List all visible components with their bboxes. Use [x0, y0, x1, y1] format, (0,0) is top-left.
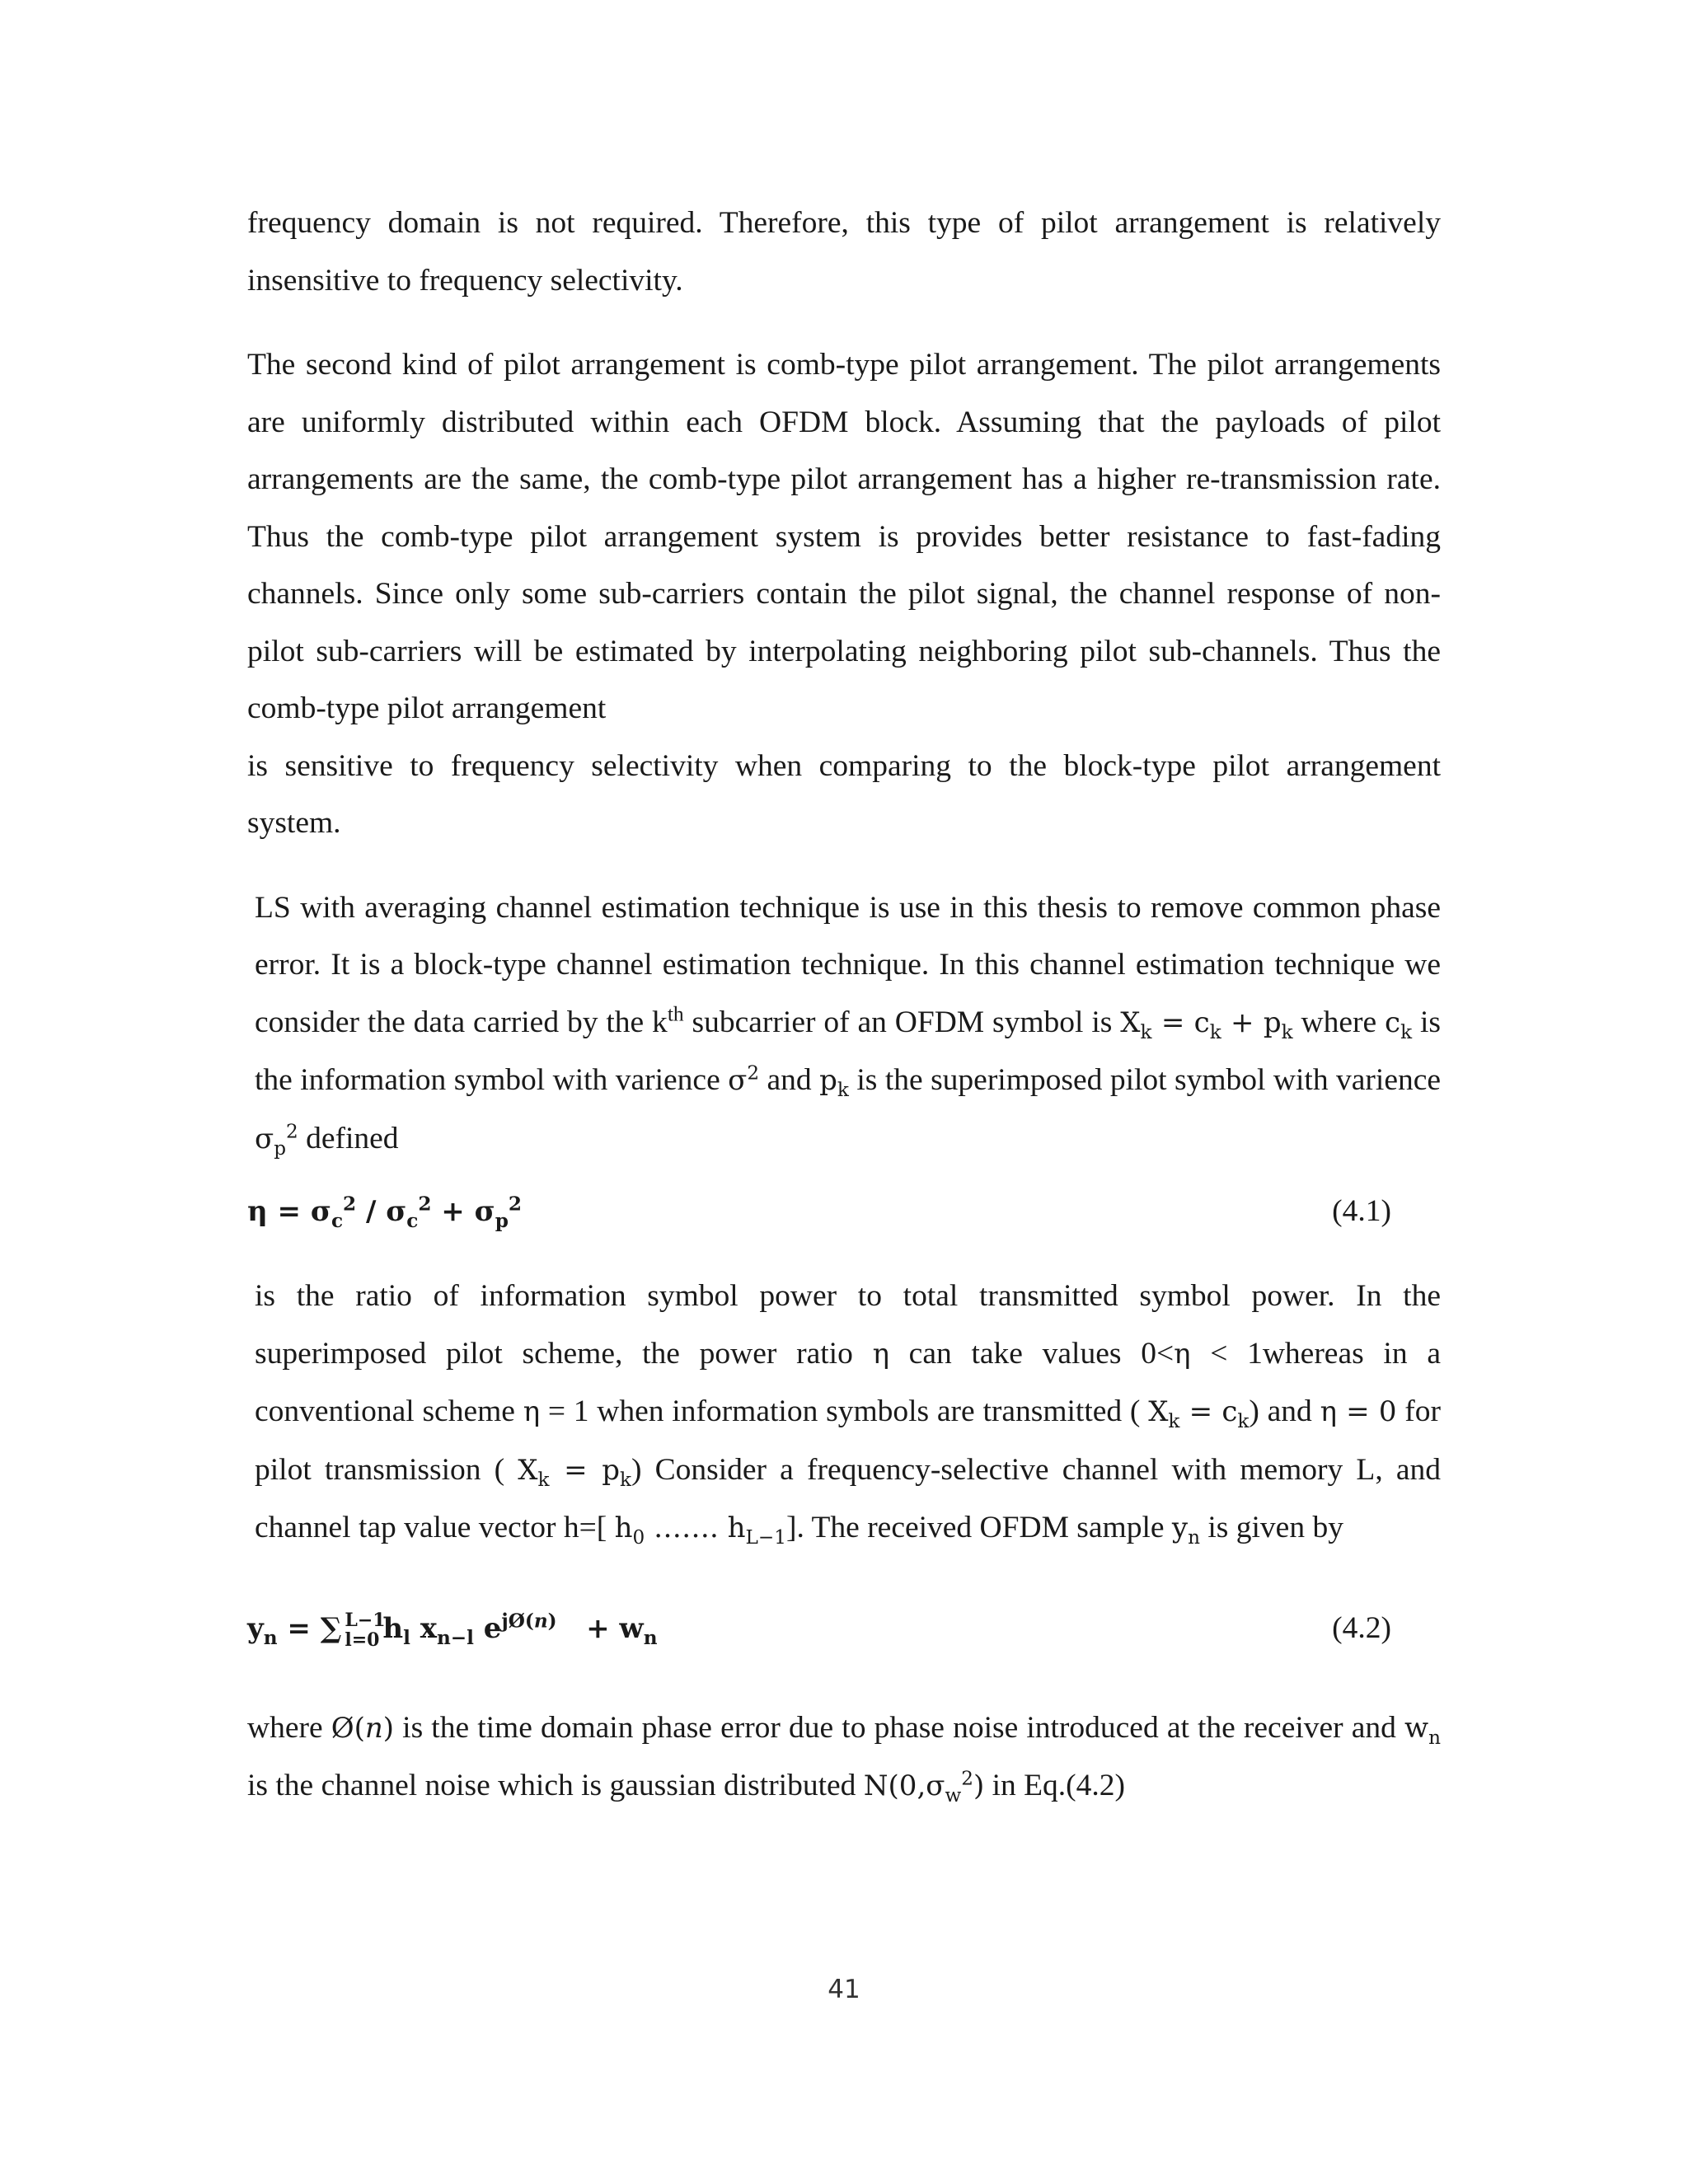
paragraph-4: is the ratio of information symbol power to total transmitted symbol power. In the superimposed pilot scheme, the power ratio η can take values 0<η < 1whereas in a conventional scheme η = 1 when information symbols are transmitted ( $X_k = c_k$) and η = 0 for pilot transmission ( $X_k = p_k$) Consider a frequency-selective channel with memory L, and channel tap value vector h=[ $h_0$ ……. $h_{L-1}$]. The received OFDM sample $y_n$ is given by [255, 1279, 1441, 1549]
paragraph-1: frequency domain is not required. Therefore, this type of pilot arrangement is relatively insensitive to frequency selectivity. [247, 206, 1441, 298]
equation-4-2-expression: $y_n$ = ∑ L−1 l=0 $h_l$ $x_{n-l}$ $e^{jØ(n)} + w_n$ [247, 1609, 658, 1651]
page-body [247, 194, 1441, 1816]
paragraph-3: LS with averaging channel estimation technique is use in this thesis to remove common phase error. It is a block-type channel estimation technique. In this channel estimation technique we consider the data carried by the $k^{th}$ subcarrier of an OFDM symbol is $X_k = c_k + p_k$ where $c_k$ is the information symbol with varience $\sigma^2$ and $p_k$ is the superimposed pilot symbol with varience $\sigma_p^2$ defined [255, 890, 1441, 1160]
equation-4-2-number: (4.2) [1332, 1610, 1391, 1645]
equation-4-1-expression: $\eta = \sigma_c^2 / \sigma_c^2 + \sigma_p^2$ [247, 1193, 522, 1232]
paragraph-5: where Ø(n) is the time domain phase error due to phase noise introduced at the receiver and $w_n$ is the channel noise which is gaussian distributed $N(0,\sigma_w^2)$ in Eq.(4.2) [247, 1710, 1442, 1807]
equation-4-2 [247, 1600, 1441, 1657]
paragraph-2: The second kind of pilot arrangement is comb-type pilot arrangement. The pilot arrangements are uniformly distributed within each OFDM block. Assuming that the payloads of pilot arrangements are the same, the comb-type pilot arrangement has a higher re-transmission rate. Thus the comb-type pilot arrangement system is provides better resistance to fast-fading channels. Since only some sub-carriers contain the pilot signal, the channel response of non-pilot sub-carriers will be estimated by interpolating neighboring pilot sub-channels. Thus the comb-type pilot arrangement is sensitive to frequency selectivity when comparing to the block-type pilot arrangement system. [247, 348, 1441, 840]
equation-4-1 [247, 1183, 1441, 1240]
equation-4-1-number: (4.1) [1332, 1194, 1391, 1228]
page-number: 41 [828, 1975, 860, 2004]
